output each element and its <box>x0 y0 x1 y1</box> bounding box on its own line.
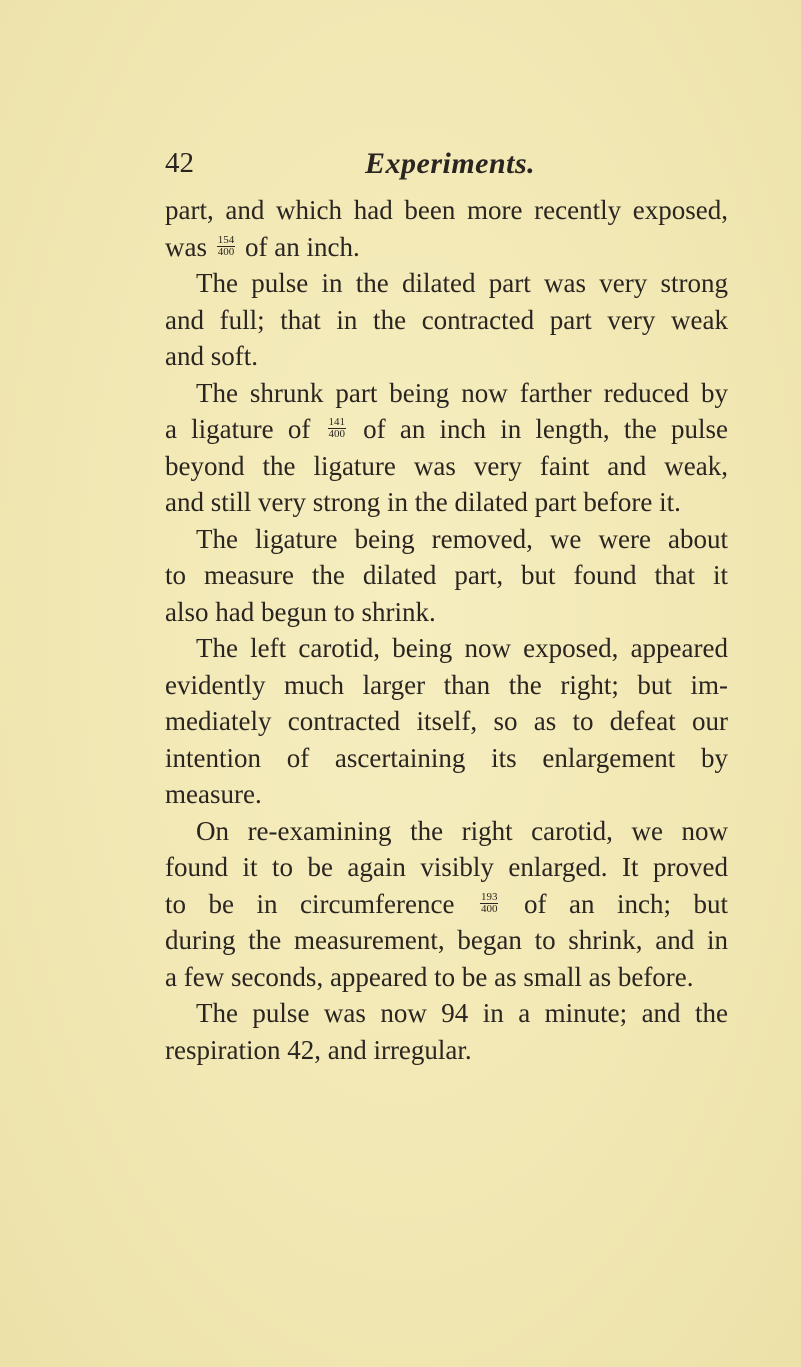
text-line: The left carotid, being now exposed, appeared <box>196 633 728 663</box>
text-segment: to be in circumference <box>165 888 477 919</box>
text-segment: of an inch in length, the pulse <box>349 414 728 444</box>
fraction-denominator: 400 <box>480 902 498 915</box>
text-line: also had begun to shrink. <box>165 596 436 627</box>
text-segment: of an inch; but <box>501 888 728 919</box>
fraction-denominator: 400 <box>328 428 345 441</box>
text-line <box>165 411 728 448</box>
text-line: during the measurement, began to shrink, and in <box>165 925 728 955</box>
page-header <box>165 147 725 187</box>
fraction-denominator: 400 <box>217 245 235 258</box>
text-line: a few seconds, appeared to be as small as before. <box>165 961 694 992</box>
text-line: mediately contracted itself, so as to defeat our <box>165 706 728 736</box>
text-line: On re-examining the right carotid, we now <box>196 815 728 846</box>
text-segment: a ligature of <box>165 414 325 444</box>
text-line: part, and which had been more recently exposed, <box>165 195 728 225</box>
text-line: beyond the ligature was very faint and weak, <box>165 450 728 481</box>
fraction <box>328 417 347 440</box>
text-line: measure. <box>165 779 262 809</box>
text-segment: was <box>165 231 214 262</box>
body-text <box>165 192 728 1068</box>
fraction-numerator: 154 <box>217 233 235 246</box>
text-line: evidently much larger than the right; but im- <box>165 669 728 700</box>
text-line: and soft. <box>165 341 258 371</box>
text-line: found it to be again visibly enlarged. It proved <box>165 852 728 882</box>
text-segment: of an inch. <box>238 231 360 262</box>
fraction <box>217 235 236 258</box>
text-line: and still very strong in the dilated part before it. <box>165 487 681 517</box>
text-line <box>165 229 728 266</box>
text-line <box>165 886 728 923</box>
running-head: Experiments. <box>365 147 536 180</box>
fraction-numerator: 141 <box>328 416 345 429</box>
page-number: 42 <box>165 147 194 179</box>
fraction-numerator: 193 <box>480 890 498 903</box>
text-line: The shrunk part being now farther reduced by <box>196 377 728 408</box>
text-line: The ligature being removed, we were about <box>196 523 728 554</box>
text-line: The pulse was now 94 in a minute; and the <box>196 998 728 1028</box>
text-line: and full; that in the contracted part very weak <box>165 304 728 335</box>
text-line: The pulse in the dilated part was very strong <box>196 268 728 298</box>
fraction <box>480 892 499 915</box>
text-line: respiration 42, and irregular. <box>165 1034 472 1065</box>
text-line: intention of ascertaining its enlargement by <box>165 742 728 773</box>
text-line: to measure the dilated part, but found that it <box>165 560 728 590</box>
